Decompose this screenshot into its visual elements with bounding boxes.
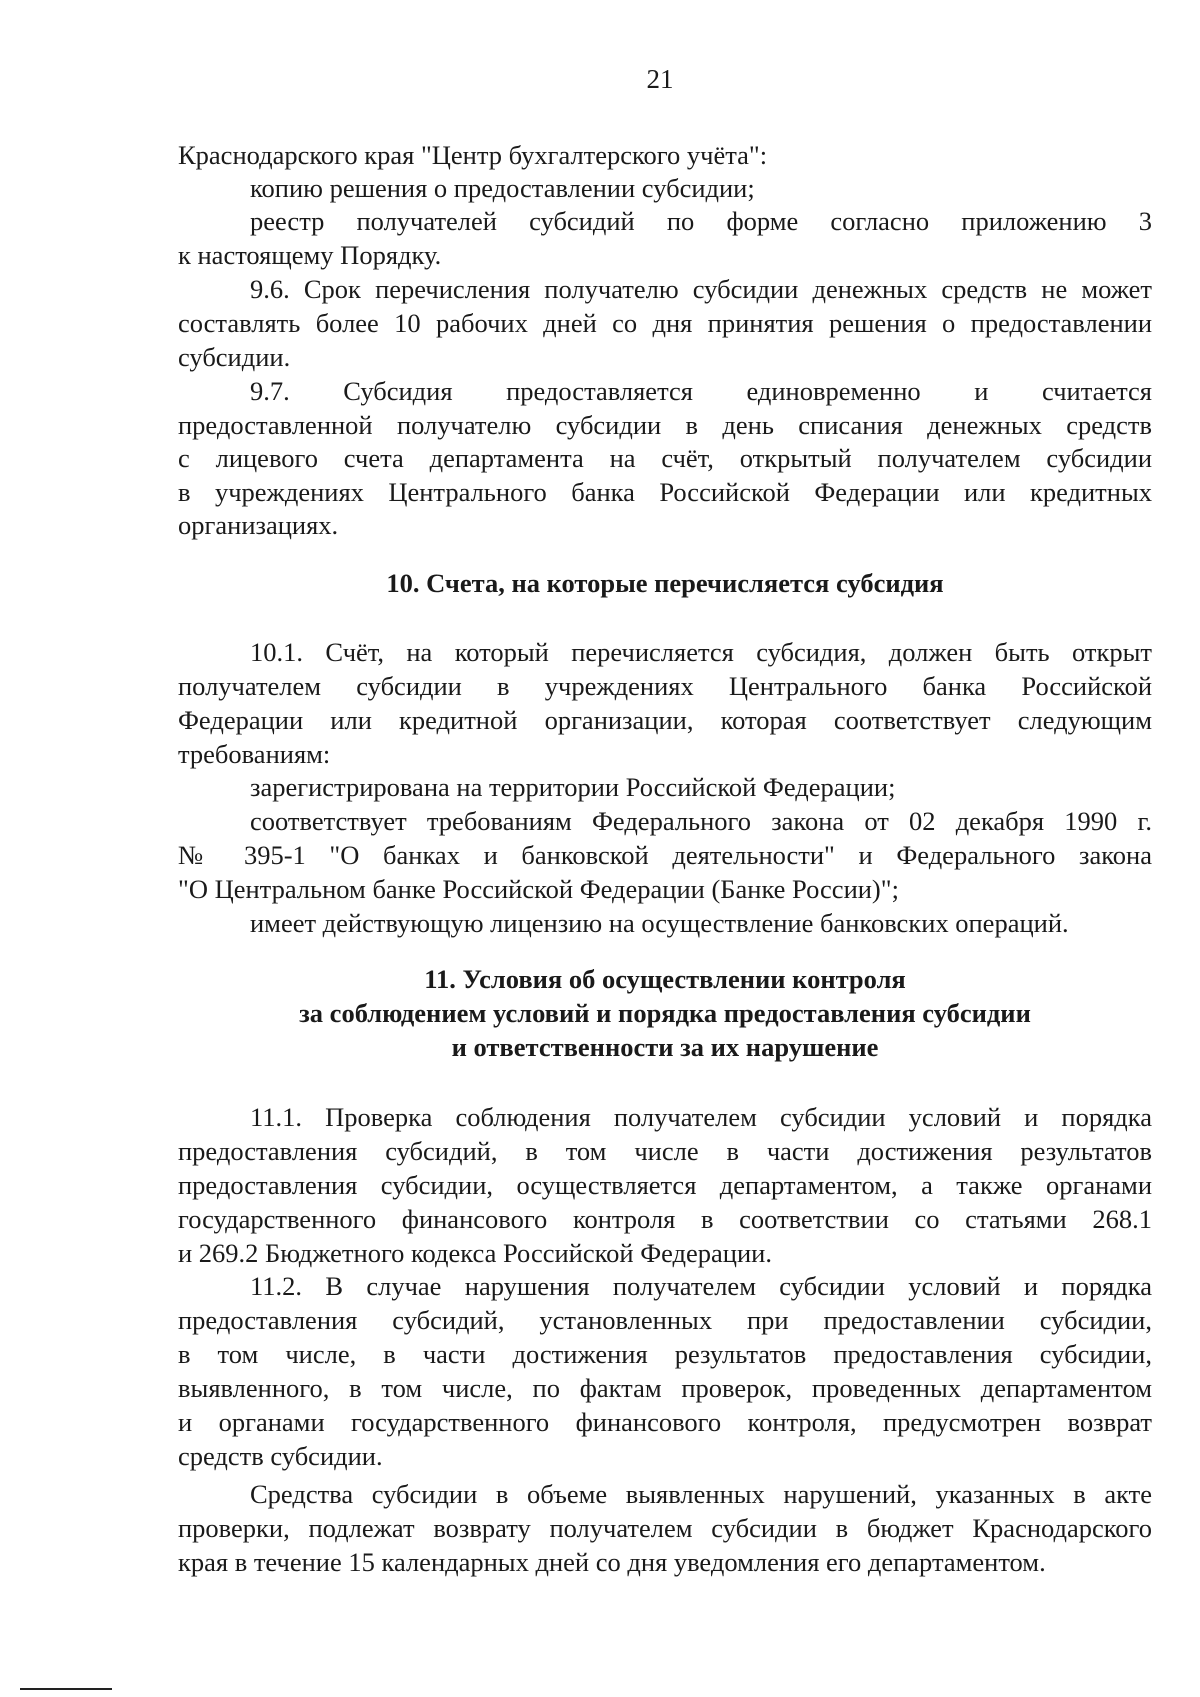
paragraph-line: реестр получателей субсидий по форме согласно приложению 3: [250, 206, 1152, 236]
paragraph-line: составлять более 10 рабочих дней со дня принятия решения о предоставлении: [178, 308, 1152, 338]
paragraph-line: организациях.: [178, 510, 339, 540]
paragraph-line: № 395-1 "О банках и банковской деятельности" и Федерального закона: [178, 840, 1152, 870]
page-number: 21: [646, 64, 674, 94]
paragraph-line: субсидии.: [178, 342, 291, 372]
paragraph-line: зарегистрирована на территории Российской Федерации;: [250, 772, 896, 802]
paragraph-line: предоставленной получателю субсидии в день списания денежных средств: [178, 410, 1152, 440]
paragraph-line: предоставления субсидий, установленных при предоставлении субсидии,: [178, 1305, 1152, 1335]
paragraph-line: с лицевого счета департамента на счёт, открытый получателем субсидии: [178, 443, 1152, 473]
paragraph-line: требованиям:: [178, 739, 331, 769]
paragraph-line: "О Центральном банке Российской Федерации (Банке России)";: [178, 874, 899, 904]
paragraph-line: Федерации или кредитной организации, которая соответствует следующим: [178, 705, 1152, 735]
paragraph-line: предоставления субсидий, в том числе в части достижения результатов: [178, 1136, 1152, 1166]
paragraph-line: и 269.2 Бюджетного кодекса Российской Федерации.: [178, 1238, 772, 1268]
section-heading-line: 11. Условия об осуществлении контроля: [424, 964, 906, 994]
section-heading: 10. Счета, на которые перечисляется субсидия: [386, 568, 944, 598]
paragraph-line: к настоящему Порядку.: [178, 240, 442, 270]
paragraph-line: 11.2. В случае нарушения получателем субсидии условий и порядка: [250, 1271, 1152, 1301]
paragraph-line: в том числе, в части достижения результатов предоставления субсидии,: [178, 1339, 1152, 1369]
paragraph-line: получателем субсидии в учреждениях Центрального банка Российской: [178, 671, 1152, 701]
paragraph-line: 10.1. Счёт, на который перечисляется субсидия, должен быть открыт: [250, 637, 1152, 667]
paragraph-line: копию решения о предоставлении субсидии;: [250, 173, 755, 203]
section-heading-line: за соблюдением условий и порядка предоставления субсидии: [299, 998, 1031, 1028]
paragraph-line: имеет действующую лицензию на осуществление банковских операций.: [250, 908, 1069, 938]
footer-divider: [20, 1688, 112, 1690]
paragraph-line: соответствует требованиям Федерального закона от 02 декабря 1990 г.: [250, 806, 1152, 836]
paragraph-line: 9.7. Субсидия предоставляется единовременно и считается: [250, 376, 1152, 406]
paragraph-line: Средства субсидии в объеме выявленных нарушений, указанных в акте: [250, 1479, 1152, 1509]
paragraph-line: проверки, подлежат возврату получателем субсидии в бюджет Краснодарского: [178, 1513, 1152, 1543]
paragraph-line: государственного финансового контроля в соответствии со статьями 268.1: [178, 1204, 1152, 1234]
paragraph-line: выявленного, в том числе, по фактам проверок, проведенных департаментом: [178, 1373, 1152, 1403]
paragraph-line: в учреждениях Центрального банка Российской Федерации или кредитных: [178, 477, 1152, 507]
paragraph-line: и органами государственного финансового контроля, предусмотрен возврат: [178, 1407, 1152, 1437]
paragraph-line: края в течение 15 календарных дней со дня уведомления его департаментом.: [178, 1547, 1046, 1577]
paragraph-line: 11.1. Проверка соблюдения получателем субсидии условий и порядка: [250, 1102, 1152, 1132]
section-heading-line: и ответственности за их нарушение: [451, 1032, 879, 1062]
paragraph-line: Краснодарского края "Центр бухгалтерского учёта":: [178, 140, 768, 170]
paragraph-line: предоставления субсидии, осуществляется департаментом, а также органами: [178, 1170, 1152, 1200]
paragraph-line: средств субсидии.: [178, 1441, 383, 1471]
paragraph-line: 9.6. Срок перечисления получателю субсидии денежных средств не может: [250, 274, 1152, 304]
